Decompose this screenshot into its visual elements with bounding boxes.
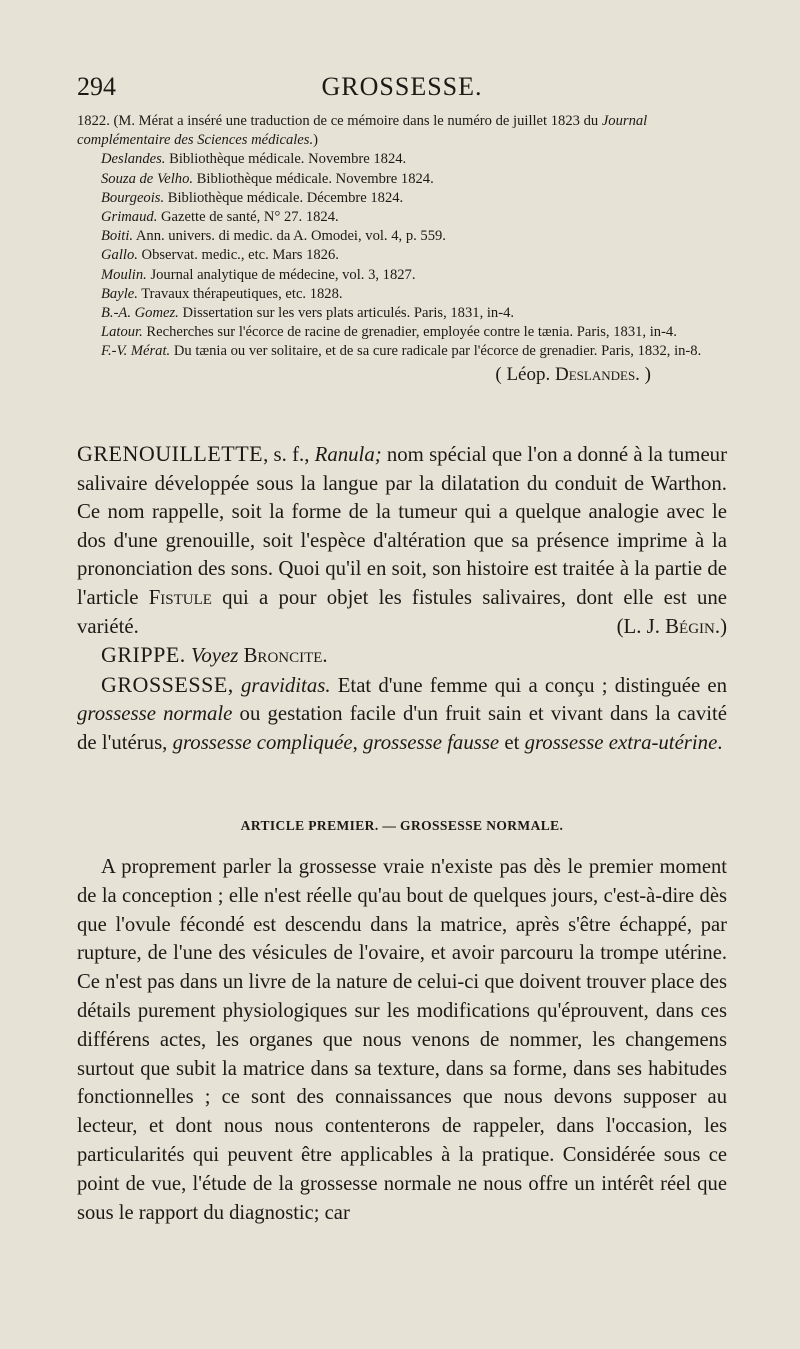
cross-reference: Fistule	[148, 585, 212, 609]
article-body	[77, 853, 727, 1227]
page-header	[77, 72, 727, 108]
reference-entry: Moulin. Journal analytique de médecine, vol. 3, 1827.	[101, 266, 416, 283]
reference-entry: F.-V. Mérat. Du tænia ou ver solitaire, et de sa cure radicale par l'écorce de grenadier. Paris, 1832, in-8.	[101, 343, 702, 360]
author-signature: (L. J. Bégin.)	[616, 614, 727, 638]
body-paragraph: A proprement parler la grossesse vraie n'existe pas dès le premier moment de la conception ; elle n'est réelle qu'au bout de quelques jours, c'est-à-dire dès que l'ovule fécondé est descendu dans la matrice, après s'être échappé, par rupture, de l'une des vésicules de l'ovaire, et avoir parcouru la trompe utérine. Ce n'est pas dans un livre de la nature de celui-ci que doivent trouver place des détails purement physiologiques sur les modifications qu'éprouvent, dans ces différens actes, les organes que nous venons de nommer, les changemens surtout que subit la matrice dans sa texture, dans sa forme, dans ses habitudes fonctionnelles ; ce sont des connaissances que nous devons supposer au lecteur, et dont nous nous contenterons de rappeler, dans l'occasion, les particularités qui peuvent être applicables à la pratique. Considérée sous ce point de vue, l'étude de la grossesse normale ne nous offre un intérêt réel que sous le rapport du diagnostic; car	[77, 856, 727, 1224]
dictionary-entries	[77, 440, 727, 758]
reference-entry: Deslandes. Bibliothèque médicale. Novembre 1824.	[101, 151, 407, 168]
author-signature: ( Léop. Deslandes. )	[495, 363, 651, 385]
entry-term: GRIPPE.	[101, 642, 186, 668]
entry-term: GROSSESSE,	[101, 671, 234, 697]
reference-entry: Latour. Recherches sur l'écorce de racine de grenadier, employée contre le tænia. Paris, 1831, in-4.	[101, 324, 677, 341]
reference-entry: B.-A. Gomez. Dissertation sur les vers plats articulés. Paris, 1831, in-4.	[101, 305, 515, 322]
entry-grossesse: GROSSESSE, graviditas. Etat d'une femme qui a conçu ; distinguée en grossesse normale ou gestation facile d'un fruit sain et vivant dans la cavité de l'utérus, grossesse compliquée, grossesse fausse et grossesse extra-utérine.	[77, 671, 728, 754]
reference-entry: Boiti. Ann. univers. di medic. da A. Omodei, vol. 4, p. 559.	[101, 228, 446, 245]
reference-entry: Gallo. Observat. medic., etc. Mars 1826.	[101, 247, 339, 264]
reference-entry: 1822. (M. Mérat a inséré une traduction de ce mémoire dans le numéro de juillet 1823 du Journal complémentaire des Sciences médicales.)	[77, 113, 648, 149]
reference-entry: Souza de Velho. Bibliothèque médicale. Novembre 1824.	[101, 170, 434, 187]
cross-reference: Broncite.	[243, 644, 328, 668]
reference-entry: Bayle. Travaux thérapeutiques, etc. 1828.	[101, 285, 343, 302]
bibliography	[77, 112, 727, 388]
entry-grenouillette: GRENOUILLETTE, s. f., Ranula; nom spécial que l'on a donné à la tumeur salivaire développée sous la langue par la dilatation du conduit de Warthon. Ce nom rappelle, soit la forme de la tumeur qui a quelque analogie avec le dos d'une grenouille, soit l'espèce d'altération que sa présence imprime à la prononciation des sons. Quoi qu'il en soit, son histoire est traitée à la partie de l'article Fistule qui a pour objet les fistules salivaires, dont elle est une variété. (L. J. Bégin.)	[77, 440, 727, 641]
entry-grippe: GRIPPE. Voyez Broncite.	[101, 642, 328, 668]
page-number: 294	[77, 72, 116, 101]
reference-entry: Grimaud. Gazette de santé, N° 27. 1824.	[101, 209, 339, 226]
article-heading: ARTICLE PREMIER. — GROSSESSE NORMALE.	[240, 818, 564, 833]
entry-term: GRENOUILLETTE	[77, 441, 264, 466]
running-title: GROSSESSE.	[321, 72, 483, 101]
reference-entry: Bourgeois. Bibliothèque médicale. Décembre 1824.	[101, 189, 404, 206]
